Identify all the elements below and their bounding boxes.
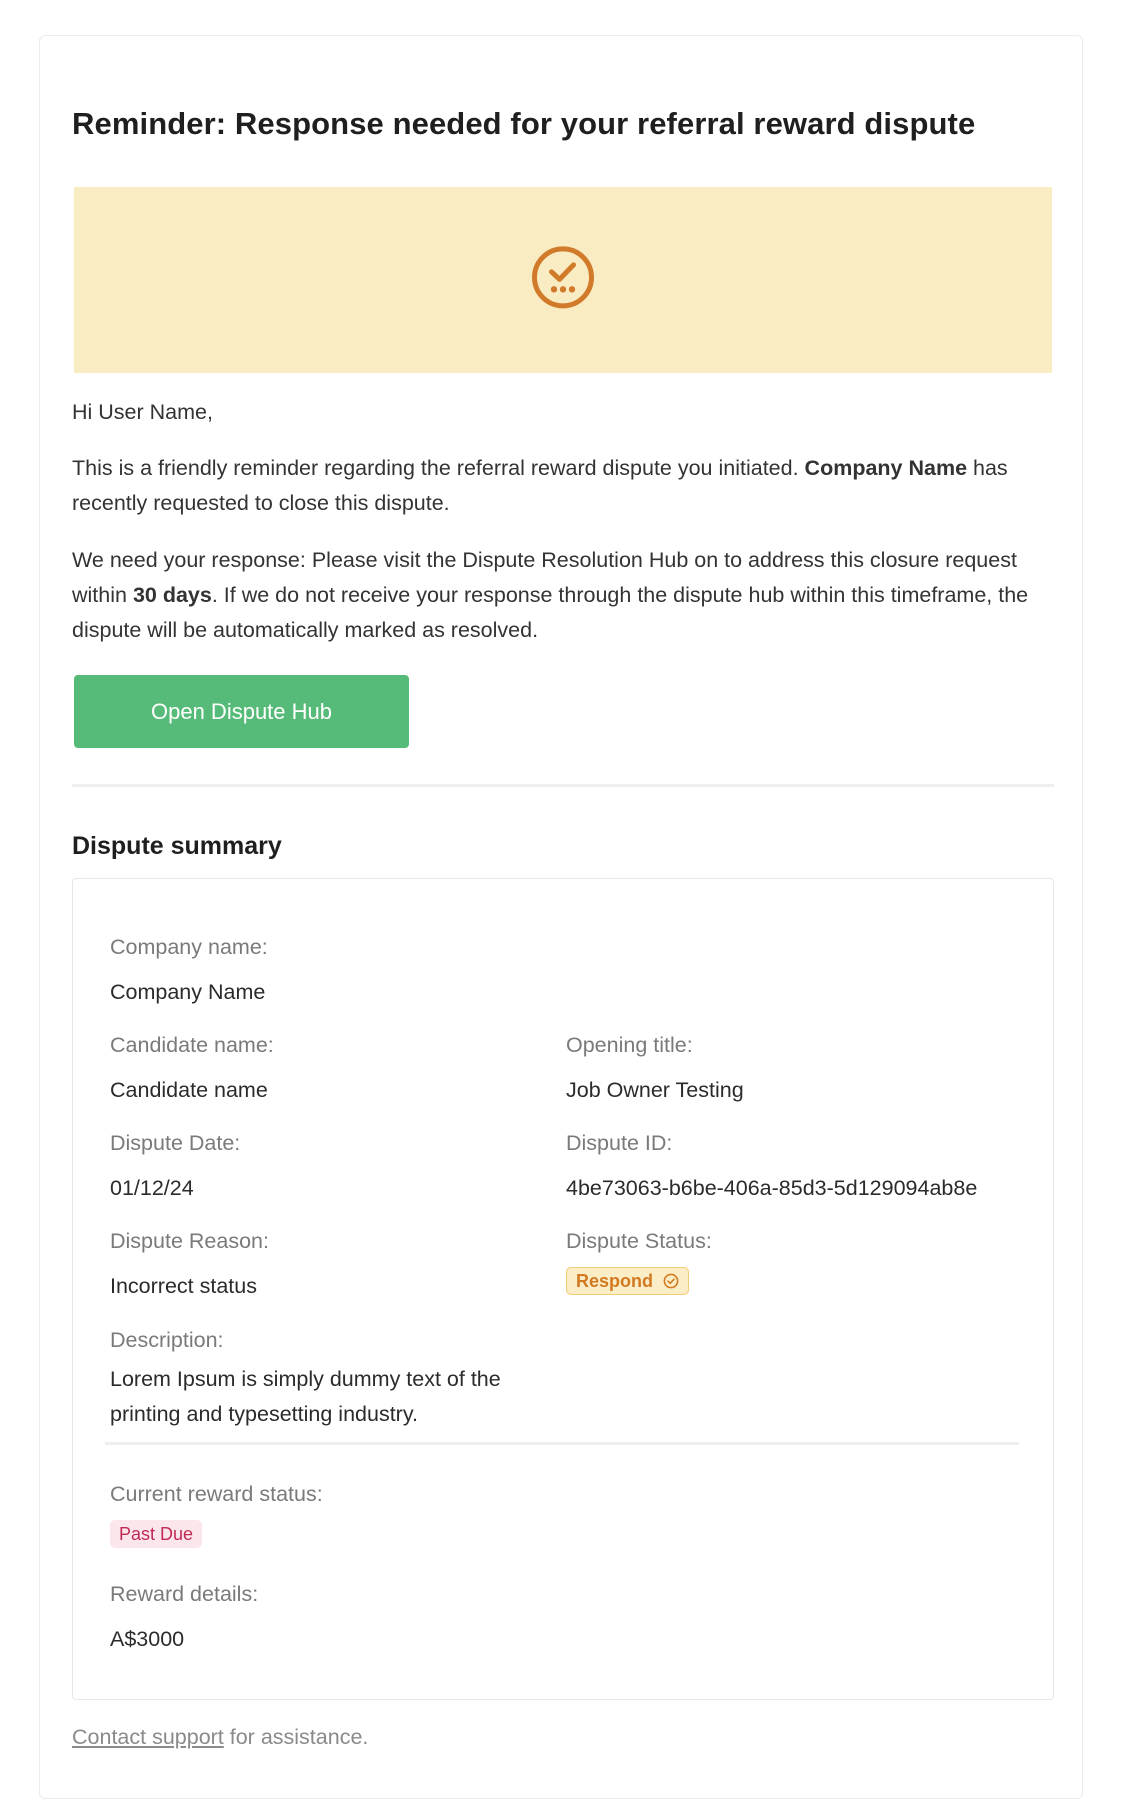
description-field <box>110 1326 540 1432</box>
section-divider <box>72 784 1054 787</box>
contact-support-link[interactable]: Contact support <box>72 1725 224 1749</box>
description-value: Lorem Ipsum is simply dummy text of the printing and typesetting industry. <box>110 1367 501 1426</box>
response-text-end: . If we do not receive your response through the dispute hub within this timeframe, the dispute will be automatically marked as resolved. <box>72 583 1029 642</box>
dispute-id-value: 4be73063-b6be-406a-85d3-5d129094ab8e <box>566 1176 978 1200</box>
dispute-summary-box <box>72 878 1054 1700</box>
company-name-field <box>110 933 268 1010</box>
reward-status-label: Current reward status: <box>110 1482 323 1506</box>
opening-title-value: Job Owner Testing <box>566 1078 744 1102</box>
company-name-bold: Company Name <box>804 456 968 480</box>
dispute-status-field <box>566 1227 712 1295</box>
opening-title-label: Opening title: <box>566 1033 693 1057</box>
email-content <box>72 36 1050 1798</box>
email-card <box>39 35 1083 1799</box>
dispute-date-label: Dispute Date: <box>110 1131 241 1155</box>
candidate-name-label: Candidate name: <box>110 1033 274 1057</box>
dispute-status-badge <box>566 1267 689 1295</box>
dispute-id-field <box>566 1129 977 1206</box>
dispute-status-label: Dispute Status: <box>566 1229 712 1253</box>
response-paragraph <box>72 543 1052 648</box>
response-days-bold: 30 days <box>132 583 212 607</box>
summary-divider <box>105 1442 1019 1445</box>
dispute-date-value: 01/12/24 <box>110 1176 194 1200</box>
greeting: Hi User Name, <box>72 400 213 424</box>
reward-status-badge: Past Due <box>110 1520 202 1548</box>
reminder-text-start: This is a friendly reminder regarding the referral reward dispute you initiated. <box>72 456 805 480</box>
reward-details-label: Reward details: <box>110 1582 259 1606</box>
candidate-name-value: Candidate name <box>110 1078 268 1102</box>
company-name-label: Company name: <box>110 935 268 959</box>
dispute-reason-value: Incorrect status <box>110 1274 257 1298</box>
footer-text <box>72 1725 368 1750</box>
check-circle-icon <box>663 1273 679 1289</box>
opening-title-field <box>566 1031 744 1108</box>
footer-assistance-text: for assistance. <box>223 1725 369 1749</box>
reward-details-field <box>110 1580 258 1657</box>
dispute-reason-field <box>110 1227 269 1304</box>
reminder-text-end: has recently requested to close this dispute. <box>72 456 1008 515</box>
dispute-reason-label: Dispute Reason: <box>110 1229 269 1253</box>
dispute-summary-heading: Dispute summary <box>72 832 282 860</box>
dispute-id-label: Dispute ID: <box>566 1131 673 1155</box>
open-dispute-hub-button[interactable]: Open Dispute Hub <box>74 675 409 748</box>
reminder-paragraph <box>72 451 1052 521</box>
hero-banner <box>74 187 1052 373</box>
email-title: Reminder: Response needed for your referral reward dispute <box>72 106 976 141</box>
response-text-start: We need your response: Please visit the Dispute Resolution Hub on to address this closure request within <box>72 548 1017 607</box>
candidate-name-field <box>110 1031 274 1108</box>
description-label: Description: <box>110 1328 224 1352</box>
company-name-value: Company Name <box>110 980 266 1004</box>
check-circle-dots-icon <box>530 244 596 310</box>
reward-status-field <box>110 1480 323 1548</box>
reward-details-value: A$3000 <box>110 1627 185 1651</box>
dispute-status-value: Respond <box>576 1270 654 1291</box>
dispute-date-field <box>110 1129 240 1206</box>
